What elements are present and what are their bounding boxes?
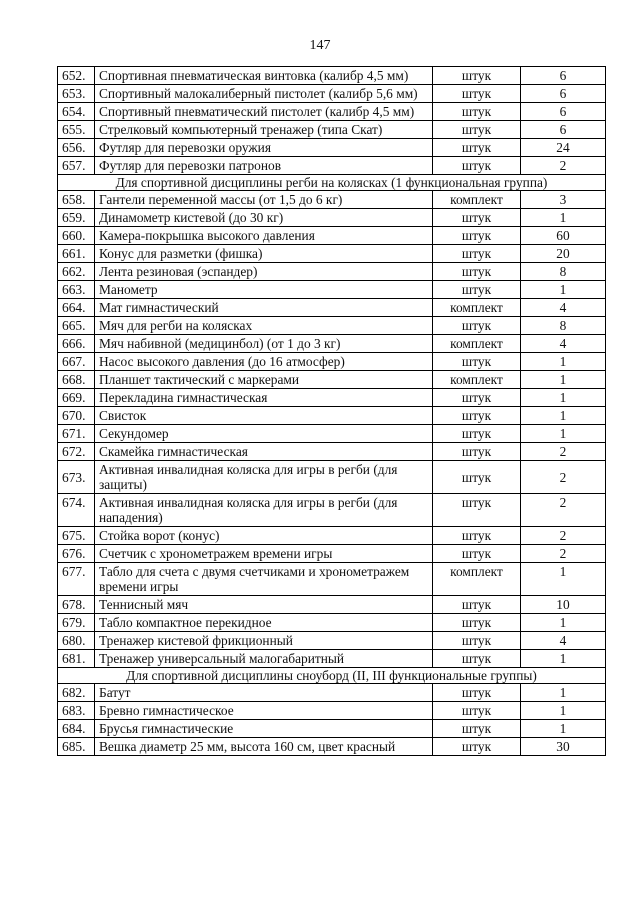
- table-row: [58, 596, 606, 614]
- row-number: 669.: [58, 389, 95, 407]
- section-title: Для спортивной дисциплины регби на колясках (1 функциональная группа): [58, 175, 606, 191]
- row-number: 655.: [58, 121, 95, 139]
- item-unit: комплект: [433, 335, 521, 353]
- item-name: Мяч для регби на колясках: [95, 317, 433, 335]
- row-number: 654.: [58, 103, 95, 121]
- row-number: 667.: [58, 353, 95, 371]
- table-row: [58, 67, 606, 85]
- item-quantity: 3: [521, 191, 606, 209]
- table-row: [58, 245, 606, 263]
- table-row: [58, 407, 606, 425]
- section-row: [58, 668, 606, 684]
- section-title: Для спортивной дисциплины сноуборд (II, III функциональные группы): [58, 668, 606, 684]
- item-quantity: 4: [521, 299, 606, 317]
- item-unit: штук: [433, 227, 521, 245]
- item-name: Мяч набивной (медицинбол) (от 1 до 3 кг): [95, 335, 433, 353]
- equipment-table-body: [58, 67, 606, 756]
- item-unit: штук: [433, 389, 521, 407]
- item-name: Табло компактное перекидное: [95, 614, 433, 632]
- row-number: 673.: [58, 461, 95, 494]
- item-name: Спортивная пневматическая винтовка (калибр 4,5 мм): [95, 67, 433, 85]
- row-number: 660.: [58, 227, 95, 245]
- table-row: [58, 684, 606, 702]
- table-row: [58, 443, 606, 461]
- table-row: [58, 461, 606, 494]
- row-number: 659.: [58, 209, 95, 227]
- table-row: [58, 121, 606, 139]
- item-unit: штук: [433, 425, 521, 443]
- item-quantity: 10: [521, 596, 606, 614]
- item-unit: комплект: [433, 191, 521, 209]
- item-unit: штук: [433, 443, 521, 461]
- item-quantity: 4: [521, 335, 606, 353]
- item-name: Свисток: [95, 407, 433, 425]
- item-name: Футляр для перевозки оружия: [95, 139, 433, 157]
- row-number: 676.: [58, 545, 95, 563]
- row-number: 684.: [58, 720, 95, 738]
- item-quantity: 60: [521, 227, 606, 245]
- table-row: [58, 738, 606, 756]
- item-unit: штук: [433, 596, 521, 614]
- item-quantity: 6: [521, 85, 606, 103]
- item-quantity: 6: [521, 121, 606, 139]
- item-name: Конус для разметки (фишка): [95, 245, 433, 263]
- item-unit: штук: [433, 281, 521, 299]
- table-row: [58, 335, 606, 353]
- table-row: [58, 702, 606, 720]
- item-unit: штук: [433, 317, 521, 335]
- item-name: Активная инвалидная коляска для игры в регби (для нападения): [95, 494, 433, 527]
- row-number: 680.: [58, 632, 95, 650]
- row-number: 658.: [58, 191, 95, 209]
- item-name: Тренажер кистевой фрикционный: [95, 632, 433, 650]
- table-row: [58, 85, 606, 103]
- item-quantity: 20: [521, 245, 606, 263]
- table-row: [58, 139, 606, 157]
- row-number: 678.: [58, 596, 95, 614]
- table-row: [58, 563, 606, 596]
- item-name: Манометр: [95, 281, 433, 299]
- item-unit: штук: [433, 720, 521, 738]
- table-row: [58, 425, 606, 443]
- item-quantity: 2: [521, 443, 606, 461]
- item-name: Бревно гимнастическое: [95, 702, 433, 720]
- row-number: 661.: [58, 245, 95, 263]
- item-quantity: 1: [521, 407, 606, 425]
- item-name: Батут: [95, 684, 433, 702]
- item-name: Вешка диаметр 25 мм, высота 160 см, цвет красный: [95, 738, 433, 756]
- item-quantity: 30: [521, 738, 606, 756]
- row-number: 666.: [58, 335, 95, 353]
- table-row: [58, 317, 606, 335]
- item-name: Спортивный пневматический пистолет (калибр 4,5 мм): [95, 103, 433, 121]
- item-name: Тренажер универсальный малогабаритный: [95, 650, 433, 668]
- table-row: [58, 299, 606, 317]
- item-name: Планшет тактический с маркерами: [95, 371, 433, 389]
- row-number: 653.: [58, 85, 95, 103]
- table-row: [58, 103, 606, 121]
- item-name: Насос высокого давления (до 16 атмосфер): [95, 353, 433, 371]
- item-quantity: 2: [521, 157, 606, 175]
- item-unit: комплект: [433, 299, 521, 317]
- table-row: [58, 263, 606, 281]
- item-name: Счетчик с хронометражем времени игры: [95, 545, 433, 563]
- item-name: Стойка ворот (конус): [95, 527, 433, 545]
- item-unit: штук: [433, 121, 521, 139]
- item-unit: штук: [433, 702, 521, 720]
- item-unit: штук: [433, 545, 521, 563]
- table-row: [58, 281, 606, 299]
- item-unit: штук: [433, 157, 521, 175]
- row-number: 681.: [58, 650, 95, 668]
- item-unit: штук: [433, 245, 521, 263]
- item-unit: штук: [433, 67, 521, 85]
- row-number: 664.: [58, 299, 95, 317]
- item-quantity: 2: [521, 461, 606, 494]
- item-quantity: 6: [521, 67, 606, 85]
- section-row: [58, 175, 606, 191]
- item-unit: комплект: [433, 371, 521, 389]
- row-number: 652.: [58, 67, 95, 85]
- item-unit: штук: [433, 85, 521, 103]
- item-name: Брусья гимнастические: [95, 720, 433, 738]
- table-row: [58, 527, 606, 545]
- item-name: Секундомер: [95, 425, 433, 443]
- item-quantity: 1: [521, 650, 606, 668]
- item-unit: штук: [433, 684, 521, 702]
- item-unit: штук: [433, 263, 521, 281]
- table-row: [58, 157, 606, 175]
- item-unit: штук: [433, 738, 521, 756]
- item-unit: штук: [433, 353, 521, 371]
- item-unit: штук: [433, 527, 521, 545]
- equipment-table: [57, 66, 606, 756]
- item-name: Футляр для перевозки патронов: [95, 157, 433, 175]
- row-number: 663.: [58, 281, 95, 299]
- row-number: 670.: [58, 407, 95, 425]
- item-unit: штук: [433, 494, 521, 527]
- item-unit: штук: [433, 139, 521, 157]
- item-quantity: 1: [521, 425, 606, 443]
- row-number: 685.: [58, 738, 95, 756]
- item-name: Динамометр кистевой (до 30 кг): [95, 209, 433, 227]
- item-name: Перекладина гимнастическая: [95, 389, 433, 407]
- table-row: [58, 545, 606, 563]
- item-quantity: 6: [521, 103, 606, 121]
- item-name: Лента резиновая (эспандер): [95, 263, 433, 281]
- table-row: [58, 227, 606, 245]
- item-name: Спортивный малокалиберный пистолет (калибр 5,6 мм): [95, 85, 433, 103]
- item-name: Табло для счета с двумя счетчиками и хронометражем времени игры: [95, 563, 433, 596]
- item-quantity: 8: [521, 263, 606, 281]
- item-quantity: 1: [521, 371, 606, 389]
- item-name: Мат гимнастический: [95, 299, 433, 317]
- table-row: [58, 389, 606, 407]
- row-number: 656.: [58, 139, 95, 157]
- item-unit: штук: [433, 632, 521, 650]
- page-number: 147: [309, 38, 331, 53]
- item-name: Теннисный мяч: [95, 596, 433, 614]
- table-row: [58, 632, 606, 650]
- item-quantity: 4: [521, 632, 606, 650]
- item-unit: штук: [433, 461, 521, 494]
- item-unit: штук: [433, 209, 521, 227]
- item-unit: штук: [433, 407, 521, 425]
- row-number: 677.: [58, 563, 95, 596]
- item-unit: штук: [433, 103, 521, 121]
- table-row: [58, 371, 606, 389]
- item-quantity: 2: [521, 545, 606, 563]
- row-number: 682.: [58, 684, 95, 702]
- row-number: 671.: [58, 425, 95, 443]
- item-name: Стрелковый компьютерный тренажер (типа Скат): [95, 121, 433, 139]
- table-row: [58, 720, 606, 738]
- table-row: [58, 209, 606, 227]
- item-unit: штук: [433, 614, 521, 632]
- item-quantity: 1: [521, 389, 606, 407]
- row-number: 683.: [58, 702, 95, 720]
- item-quantity: 1: [521, 281, 606, 299]
- item-name: Скамейка гимнастическая: [95, 443, 433, 461]
- row-number: 668.: [58, 371, 95, 389]
- item-quantity: 1: [521, 614, 606, 632]
- item-quantity: 2: [521, 527, 606, 545]
- item-quantity: 1: [521, 563, 606, 596]
- item-quantity: 1: [521, 209, 606, 227]
- item-quantity: 1: [521, 720, 606, 738]
- item-name: Гантели переменной массы (от 1,5 до 6 кг): [95, 191, 433, 209]
- table-row: [58, 191, 606, 209]
- row-number: 665.: [58, 317, 95, 335]
- item-quantity: 1: [521, 702, 606, 720]
- row-number: 675.: [58, 527, 95, 545]
- item-quantity: 1: [521, 684, 606, 702]
- table-row: [58, 494, 606, 527]
- table-row: [58, 353, 606, 371]
- item-unit: комплект: [433, 563, 521, 596]
- item-quantity: 1: [521, 353, 606, 371]
- row-number: 674.: [58, 494, 95, 527]
- item-name: Камера-покрышка высокого давления: [95, 227, 433, 245]
- item-quantity: 8: [521, 317, 606, 335]
- item-quantity: 2: [521, 494, 606, 527]
- table-row: [58, 650, 606, 668]
- row-number: 679.: [58, 614, 95, 632]
- item-name: Активная инвалидная коляска для игры в регби (для защиты): [95, 461, 433, 494]
- table-row: [58, 614, 606, 632]
- item-unit: штук: [433, 650, 521, 668]
- item-quantity: 24: [521, 139, 606, 157]
- row-number: 672.: [58, 443, 95, 461]
- row-number: 662.: [58, 263, 95, 281]
- row-number: 657.: [58, 157, 95, 175]
